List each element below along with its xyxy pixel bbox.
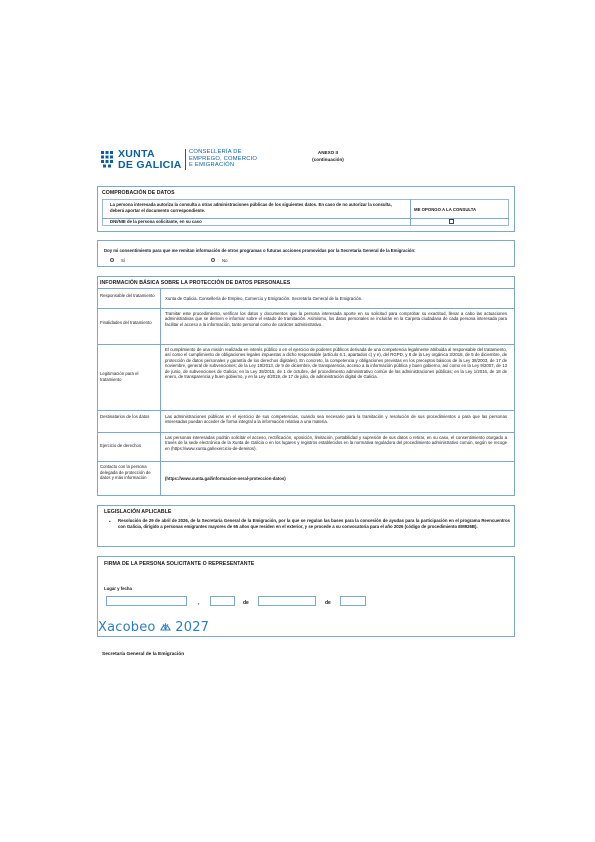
conselleria-name xyxy=(189,149,257,169)
conselleria-line1: CONSELLERÍA DE xyxy=(189,149,242,155)
xacobeo-logo xyxy=(98,620,209,635)
footer-secretaria: Secretaría General de la Emigración xyxy=(102,652,185,657)
consent-no-label: No xyxy=(222,257,228,263)
row-divider-3 xyxy=(97,410,515,411)
firma-title: FIRMA DE LA PERSONA SOLICITANTE O REPRESENTANTE xyxy=(104,561,255,567)
comprobacion-col-divider xyxy=(410,199,411,226)
consent-no-radio[interactable] xyxy=(211,258,215,262)
row-text: (https://www.xunta.gal/informacion-xeral-proteccion-datos) xyxy=(165,476,286,481)
consent-yes-radio[interactable] xyxy=(110,258,114,262)
row-divider-2 xyxy=(97,344,515,345)
row-label: Finalidades del tratamiento xyxy=(100,320,152,325)
logo-line2: DE GALICIA xyxy=(118,159,182,171)
row-text: Xunta de Galicia. Consellería de Empleo, Comercio y Emigración. Secretaría General de la Emigración. xyxy=(165,296,363,301)
lugar-fecha-label: Lugar y fecha xyxy=(104,586,132,591)
comprobacion-title: COMPROBACIÓN DE DATOS xyxy=(102,190,175,196)
consent-section xyxy=(97,240,515,267)
opt-out-header: ME OPONGO A LA CONSULTA xyxy=(414,207,477,212)
ano-input[interactable] xyxy=(340,596,366,606)
row-text: Tramitar este procedimiento, verificar los datos y documentos que la persona interesada aporte en su solicitud para comprobar su exactitud, llevar a cabo las actuaciones administrativas que se deriven e informar sobre el estado de tramitación. Asimismo, los datos personales se incluirán en la Carpeta ciudadana de cada persona interesada para facilitar el acceso a la información, tanto personal como de carácter administrativo. xyxy=(165,311,507,327)
row-label: Responsable del tratamiento xyxy=(100,293,155,298)
row-divider-1 xyxy=(97,308,515,309)
row-divider-5 xyxy=(97,461,515,462)
sep-comma: , xyxy=(198,600,200,606)
row-label: Legitimación para el tratamiento xyxy=(100,371,139,382)
legislacion-bullet: • xyxy=(109,519,111,524)
consent-yes-label: Sí xyxy=(121,257,126,263)
xunta-emblem-icon xyxy=(100,150,114,168)
row-label: Contacto con la persona delegada de protección de datos y más información xyxy=(100,464,151,480)
row-label: Ejercicio de derechos xyxy=(100,443,142,448)
lugar-input[interactable] xyxy=(106,596,187,606)
legislacion-item: Resolución de 29 de abril de 2026, de la Secretaría General de la Emigración, por la que se regulan las bases para la concesión de ayudas para la participación en el programa Reencuentros con Galicia, dirigido a personas emigrantes mayores de 65 años que residen en el exterior, y se procede a su convocatoria para el año 2026 (código de procedimiento EM926B). xyxy=(118,518,510,529)
logo-divider xyxy=(185,149,186,170)
comprobacion-intro: La persona interesada autoriza la consulta a otras administraciones públicas de los siguientes datos. En caso de no autorizar la consulta, deberá aportar el documento correspondiente. xyxy=(110,202,392,213)
opt-out-dni-checkbox[interactable] xyxy=(449,219,454,224)
annex-subtitle: (continuación) xyxy=(312,157,344,162)
legislacion-title: LEGISLACIÓN APLICABLE xyxy=(104,509,172,515)
comprobacion-item-dni: DNI/NIE de la persona solicitante, en su caso xyxy=(110,219,202,224)
row-divider-4 xyxy=(97,432,515,433)
conselleria-line2: EMPREGO, COMERCIO xyxy=(189,155,258,162)
sep-de-2: de xyxy=(325,600,331,606)
row-text: Las administraciones públicas en el ejercicio de sus competencias, cuando sea necesario para la tramitación y resolución de sus procedimientos o para que las personas interesadas puedan acceder de forma integral a la información relativa a una materia. xyxy=(165,414,507,425)
row-text: Las personas interesadas podrán solicitar el acceso, rectificación, oposición, limitación, portabilidad y supresión de sus datos o retirar, en su caso, el consentimiento otorgado a través de la sede electrónica de la Xunta de Galicia o en los lugares y registros establecidos en la normativa reguladora del procedimiento administrativo común, según se recoge en (https://www.xunta.gal/exercicio-de-dereitos). xyxy=(165,435,507,451)
row-label: Destinatarios de los datos xyxy=(100,414,150,419)
dia-input[interactable] xyxy=(210,596,235,606)
proteccion-title: INFORMACIÓN BÁSICA SOBRE LA PROTECCIÓN DE DATOS PERSONALES xyxy=(100,280,291,286)
logo-line1: XUNTA xyxy=(118,148,155,160)
xacobeo-shell-icon xyxy=(160,621,171,632)
consent-question: Doy mi consentimiento para que me remitan información de otros programas o futuras acciones promovidas por la Secretaría General de la Emigración: xyxy=(104,248,416,253)
sep-de-1: de xyxy=(243,600,249,606)
annex-title: ANEXO II xyxy=(317,150,339,155)
mes-input[interactable] xyxy=(258,596,316,606)
xacobeo-year: 2027 xyxy=(175,620,210,635)
conselleria-line3: E EMIGRACIÓN xyxy=(189,162,235,169)
xacobeo-word: Xacobeo xyxy=(98,620,156,635)
row-text: El cumplimiento de una misión realizada en interés público o en el ejercicio de poderes públicos derivada de una competencia legalmente atribuida al responsable del tratamiento, así como el cumplimiento de obligaciones legales impuestas a dicho responsable (artículo 6.1, apartados c) y e), del RGPD, y 8 de la Ley orgánica 3/2018, de 5 de diciembre, de protección de datos personales y garantía de los derechos digitales). En concreto, la competencia y obligaciones previstas en los preceptos básicos de la Ley 38/2003, de 17 de noviembre, general de subvenciones; de la Ley 19/2013, de 9 de diciembre, de transparencia, acceso a la información pública y buen gobierno, así como en la Ley 9/2007, de 13 de junio, de subvenciones de Galicia; en la Ley 39/2015, de 1 de octubre, del procedimiento administrativo común de las administraciones públicas; en la Ley 1/2016, de 18 de enero, de transparencia y buen gobierno, y en la Ley 4/2019, de 17 de julio, de administración digital de Galicia. xyxy=(165,347,507,380)
proteccion-col-divider xyxy=(160,288,161,496)
